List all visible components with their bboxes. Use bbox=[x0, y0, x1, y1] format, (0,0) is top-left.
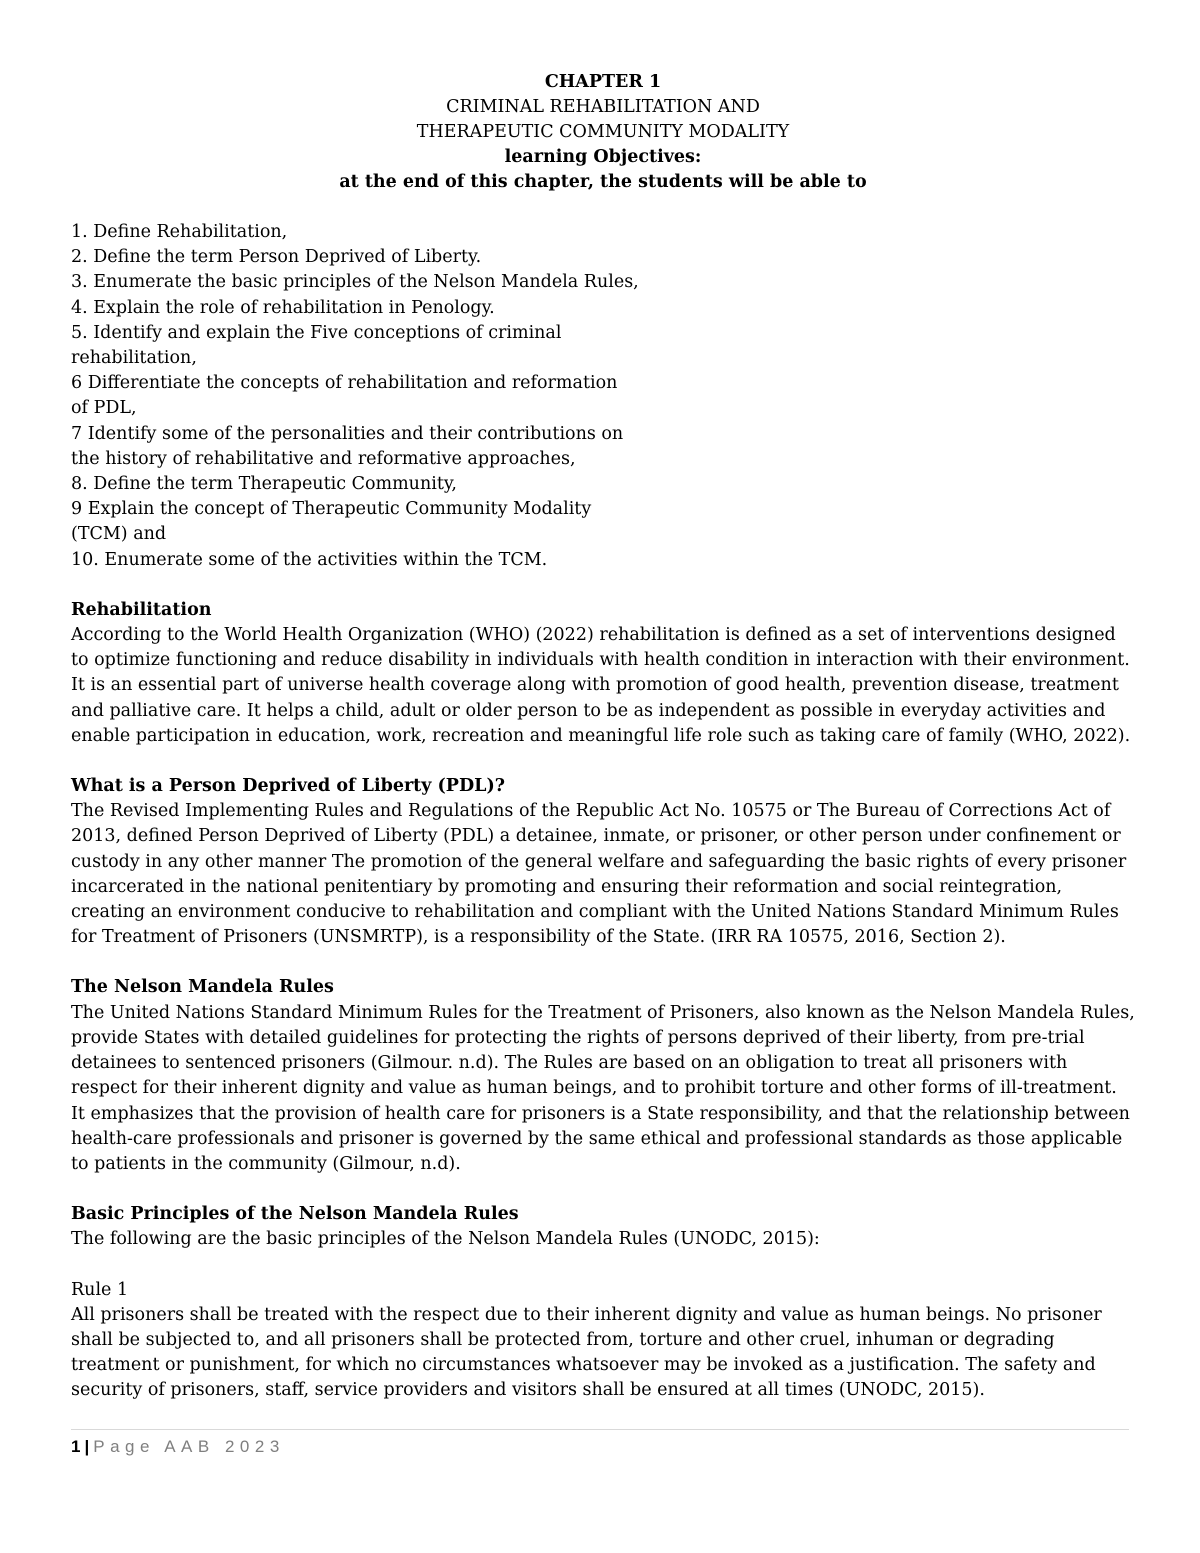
objective-line: 8. Define the term Therapeutic Community, bbox=[71, 474, 457, 495]
footer-page-label: Page AAB 2023 bbox=[93, 1437, 285, 1456]
rule-paragraph: All prisoners shall be treated with the respect due to their inherent dignity and value as human beings. No prisoner shall be subjected to, and all prisoners shall be protected from, torture and other cruel, inhuman or degrading treatment or punishment, for which no circumstances whatsoever may be invoked as a justification. The safety and security of prisoners, staff, service providers and visitors shall be ensured at all times (UNODC, 2015). bbox=[71, 1304, 1102, 1401]
objective-line: 10. Enumerate some of the activities within the TCM. bbox=[71, 549, 548, 570]
section-heading: What is a Person Deprived of Liberty (PDL)? bbox=[71, 776, 505, 797]
section-mandela-rules bbox=[71, 975, 1135, 1177]
section-heading: The Nelson Mandela Rules bbox=[71, 977, 334, 998]
objective-line: 1. Define Rehabilitation, bbox=[71, 222, 288, 242]
section-rehabilitation bbox=[71, 598, 1135, 749]
objective-line: 5. Identify and explain the Five conceptions of criminal bbox=[71, 322, 562, 343]
objective-line: 3. Enumerate the basic principles of the Nelson Mandela Rules, bbox=[71, 272, 639, 293]
chapter-header bbox=[71, 70, 1135, 195]
section-rule-1 bbox=[71, 1278, 1135, 1404]
section-heading: Rehabilitation bbox=[71, 599, 212, 620]
chapter-number: CHAPTER 1 bbox=[544, 72, 662, 92]
section-pdl bbox=[71, 774, 1135, 950]
objectives-list bbox=[71, 220, 1135, 573]
objectives-intro: at the end of this chapter, the students will be able to bbox=[339, 172, 867, 192]
objective-line: the history of rehabilitative and reformative approaches, bbox=[71, 448, 576, 469]
objective-line: (TCM) and bbox=[71, 524, 167, 545]
section-heading: Basic Principles of the Nelson Mandela Rules bbox=[71, 1204, 519, 1225]
objective-line: 9 Explain the concept of Therapeutic Community Modality bbox=[71, 499, 592, 520]
section-basic-principles bbox=[71, 1202, 1135, 1252]
objective-line: 7 Identify some of the personalities and their contributions on bbox=[71, 423, 624, 444]
objective-line: 2. Define the term Person Deprived of Liberty. bbox=[71, 247, 482, 268]
objectives-label: learning Objectives: bbox=[504, 147, 702, 167]
section-paragraph: The Revised Implementing Rules and Regulations of the Republic Act No. 10575 or The Bureau of Corrections Act of 2013, defined Person Deprived of Liberty (PDL) a detainee, inmate, or prisoner, or other person under confinement or custody in any other manner The promotion of the general welfare and safeguarding the basic rights of every prisoner incarcerated in the national penitentiary by promoting and ensuring their reformation and social reintegration, creating an environment conducive to rehabilitation and compliant with the United Nations Standard Minimum Rules for Treatment of Prisoners (UNSMRTP), is a responsibility of the State. (IRR RA 10575, 2016, Section 2). bbox=[71, 801, 1127, 948]
objective-line: 6 Differentiate the concepts of rehabilitation and reformation bbox=[71, 373, 618, 394]
objective-line: rehabilitation, bbox=[71, 348, 197, 369]
footer-separator: | bbox=[84, 1437, 90, 1456]
objective-line: of PDL, bbox=[71, 398, 137, 419]
chapter-title-line-2: THERAPEUTIC COMMUNITY MODALITY bbox=[416, 122, 790, 142]
rule-label: Rule 1 bbox=[71, 1279, 129, 1300]
section-paragraph: According to the World Health Organization (WHO) (2022) rehabilitation is defined as a set of interventions designed to optimize functioning and reduce disability in individuals with health condition in interaction with their environment. It is an essential part of universe health coverage along with promotion of good health, prevention disease, treatment and palliative care. It helps a child, adult or older person to be as independent as possible in everyday activities and enable participation in education, work, recreation and meaningful life role such as taking care of family (WHO, 2022). bbox=[71, 625, 1131, 746]
section-paragraph: The United Nations Standard Minimum Rules for the Treatment of Prisoners, also known as the Nelson Mandela Rules, provide States with detailed guidelines for protecting the rights of persons deprived of their liberty, from pre-trial detainees to sentenced prisoners (Gilmour. n.d). The Rules are based on an obligation to treat all prisoners with respect for their inherent dignity and value as human beings, and to prohibit torture and other forms of ill-treatment. It emphasizes that the provision of health care for prisoners is a State responsibility, and that the relationship between health-care professionals and prisoner is governed by the same ethical and professional standards as those applicable to patients in the community (Gilmour, n.d). bbox=[71, 1002, 1135, 1174]
section-paragraph: The following are the basic principles of the Nelson Mandela Rules (UNODC, 2015): bbox=[71, 1229, 820, 1250]
document-page bbox=[71, 70, 1135, 1404]
chapter-title-line-1: CRIMINAL REHABILITATION AND bbox=[446, 97, 760, 117]
page-number: 1 bbox=[71, 1437, 81, 1456]
objective-line: 4. Explain the role of rehabilitation in Penology. bbox=[71, 297, 495, 318]
page-footer bbox=[71, 1436, 285, 1458]
footer-divider bbox=[71, 1429, 1129, 1430]
